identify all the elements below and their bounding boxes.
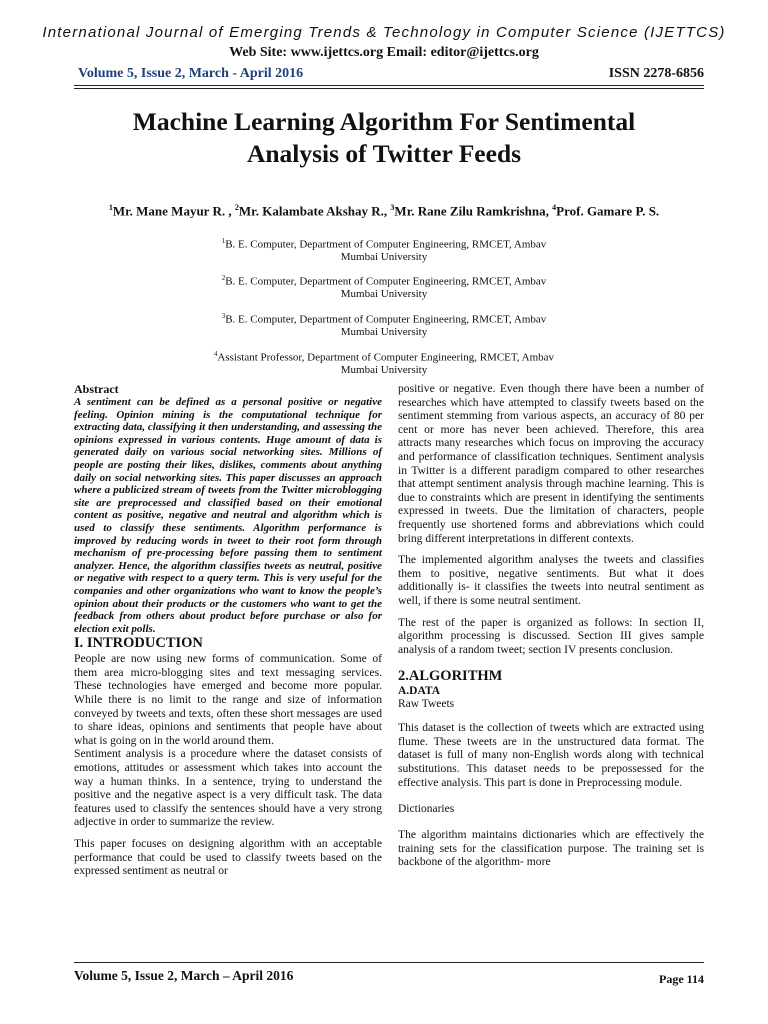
affiliation-university: Mumbai University [340,364,428,377]
journal-name: International Journal of Emerging Trends & Technology in Computer Science (IJETTCS) [42,24,726,41]
affiliation [0,348,768,377]
affiliation-sup: 2 [221,274,226,282]
affiliation-sup: 3 [221,312,226,320]
affiliation-sup: 1 [221,237,226,245]
affiliation-university: Mumbai University [340,288,428,301]
paragraph: This paper focuses on designing algorithm with an acceptable performance that could be used to classify tweets based on the expressed sentiment as neutral or [74,837,382,878]
author-name: Mr. Rane Zilu Ramkrishna, [394,203,549,219]
affiliation-university: Mumbai University [340,326,428,339]
author-sup: 3 [390,203,395,212]
header-issn: ISSN 2278-6856 [608,66,704,81]
abstract-text: A sentiment can be defined as a personal positive or negative feeling. Opinion mining is the computational technique for extracting data, classifying it then understanding, and assessing the opinions expressed in various contents. Huge amount of data is generated daily on various social networking sites. Millions of people are posting their likes, dislikes, comments about anything daily on social networking sites. This paper discusses an approach where a publicized stream of tweets from the Twitter microblogging site are preprocessed and classified based on their emotional content as positive, negative and neutral and algorithm which is used to classify these sentiments. Algorithm performance is improved by reducing words in tweet to their root form through mechanism of pre-processing before passing them to sentiment analyzer. Hence, the algorithm classifies tweets as neutral, positive or negative with respect to a query term. This is very useful for the companies and other organizations who want to know the people’s opinion about their products or the customers who want to get the feedback from others about product before purchase or also for election exit polls. [74,396,382,635]
affiliation-university: Mumbai University [340,251,428,264]
paper-title [0,106,768,170]
affiliation-line: B. E. Computer, Department of Computer Engineering, RMCET, Ambav [225,313,547,326]
author-sup: 1 [108,203,113,212]
raw-tweets-subheading: Raw Tweets [398,698,455,711]
author-sup: 2 [234,203,239,212]
journal-website: Web Site: www.ijettcs.org Email: editor@ijettcs.org [229,45,539,60]
paragraph: This dataset is the collection of tweets which are extracted using flume. These tweets are in the unstructured data format. The dataset is full of many non-English words along with technical substitutions. This dataset needs to be prepossessed for the effective analysis. This part is done in Preprocessing module. [398,721,704,789]
affiliation [0,310,768,339]
title-line-1: Machine Learning Algorithm For Sentimental [132,107,636,136]
paragraph: The algorithm maintains dictionaries which are effectively the training sets for the classification purpose. The training set is backbone of the algorithm- more [398,828,704,869]
header-volume: Volume 5, Issue 2, March - April 2016 [78,66,304,81]
paragraph: The implemented algorithm analyses the tweets and classifies them to positive, negative sentiments. But what it does additionally is- it classifies the tweets into neutral sentiment as well, if there is some neutral sentiment. [398,553,704,607]
data-subheading: A.DATA [398,685,441,698]
paragraph: People are now using new forms of communication. Some of them area micro-blogging sites and text messaging services. These technologies have emerged and become more popular. While there is no limit to the range and size of information conveyed by tweets and texts, often these short messages are used to share ideas, opinions and sentiments that people have about what is going on in the world around them. [74,652,382,747]
introduction-heading: I. INTRODUCTION [74,635,203,652]
left-column [74,382,382,886]
algorithm-heading: 2.ALGORITHM [398,668,503,685]
page-number: Page 114 [659,972,704,986]
author-name: Mr. Mane Mayur R. , [112,203,232,219]
header-rule [74,85,704,86]
affiliation [0,235,768,264]
affiliation-sup: 4 [213,350,218,358]
paragraph: positive or negative. Even though there have been a number of researches which have attempted to classify tweets based on the sentiment stemming from various aspects, an accuracy of 80 per cent or more has never been achieved. Therefore, this area attracts many researches which focus on improving the accuracy and performance of classification techniques. Sentiment analysis in Twitter is a different paradigm compared to other researches that attempt sentiment analysis through machine learning. This is due to constraints which are present in identifying the sentiments expressed in tweets. Due the limitation of characters, people frequently use shortened forms and abbreviations which could bring different interpretations in different contexts. [398,382,704,545]
author-name: Mr. Kalambate Akshay R., [238,203,388,219]
author-name: Prof. Gamare P. S. [556,203,660,219]
paragraph: The rest of the paper is organized as follows: In section II, algorithm processing is discussed. Section III gives sample analysis of a random tweet; section IV presents conclusion. [398,615,704,656]
header-rule-double [74,88,704,89]
footer-volume: Volume 5, Issue 2, March – April 2016 [74,968,294,983]
affiliation-line: B. E. Computer, Department of Computer Engineering, RMCET, Ambav [225,238,547,251]
author-list [0,203,768,219]
dictionaries-subheading: Dictionaries [398,803,455,816]
affiliation-line: Assistant Professor, Department of Computer Engineering, RMCET, Ambav [217,351,555,364]
affiliation [0,272,768,301]
author-sup: 4 [552,203,557,212]
right-column [398,382,704,877]
paragraph: Sentiment analysis is a procedure where the dataset consists of emotions, attitudes or assessment which takes into account the way a human thinks. In a sentence, trying to understand the positive and the negative aspect is a very difficult task. The data features used to classify the sentences should have a very strong adjective in order to summarize the review. [74,747,382,829]
abstract-heading: Abstract [74,382,119,396]
footer-rule [74,962,704,963]
affiliation-line: B. E. Computer, Department of Computer Engineering, RMCET, Ambav [225,275,547,288]
title-line-2: Analysis of Twitter Feeds [246,139,522,168]
